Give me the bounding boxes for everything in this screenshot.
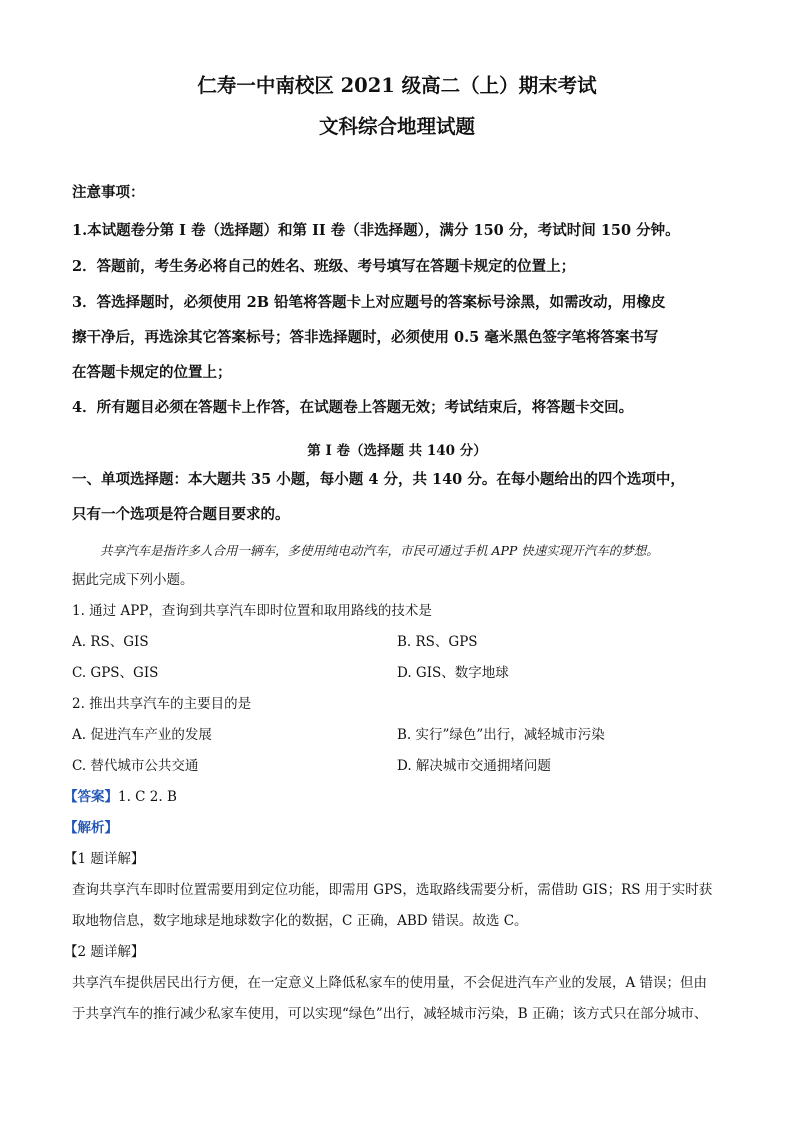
question-2-option-d: D. 解决城市交通拥堵问题 — [397, 758, 551, 774]
passage-prompt: 据此完成下列小题。 — [72, 572, 194, 588]
q1-detail-line-1: 查询共享汽车即时位置需要用到定位功能，即需用 GPS，选取路线需要分析，需借助 GIS；RS 用于实时获 — [72, 882, 713, 898]
exam-subtitle: 文科综合地理试题 — [318, 115, 475, 138]
answer-row — [64, 787, 177, 807]
exam-title: 仁寿一中南校区 2021 级高二（上）期末考试 — [197, 74, 597, 97]
question-1-option-d: D. GIS、数字地球 — [397, 665, 509, 681]
notice-heading: 注意事项： — [72, 184, 145, 201]
notice-item-1: 1.本试题卷分第 I 卷（选择题）和第 II 卷（非选择题），满分 150 分，考试时间 150 分钟。 — [72, 222, 680, 239]
question-2-option-a: A. 促进汽车产业的发展 — [72, 727, 212, 743]
section-instruction-line-1: 一、单项选择题：本大题共 35 小题，每小题 4 分，共 140 分。在每小题给出的四个选项中， — [72, 471, 685, 488]
question-1-option-b: B. RS、GPS — [397, 634, 478, 650]
q1-detail-label: 【1 题详解】 — [64, 851, 145, 867]
notice-item-2: 2．答题前，考生务必将自己的姓名、班级、考号填写在答题卡规定的位置上； — [72, 258, 576, 275]
question-1-stem: 1. 通过 APP，查询到共享汽车即时位置和取用路线的技术是 — [72, 603, 432, 619]
notice-item-3-line-1: 3．答选择题时，必须使用 2B 铅笔将答题卡上对应题号的答案标号涂黑，如需改动，用橡皮 — [72, 294, 666, 311]
notice-item-3-line-3: 在答题卡规定的位置上； — [72, 364, 232, 381]
analysis-label: 【解析】 — [64, 820, 118, 836]
question-2-stem: 2. 推出共享汽车的主要目的是 — [72, 696, 252, 712]
q1-detail-line-2: 取地物信息，数字地球是地球数字化的数据，C 正确，ABD 错误。故选 C。 — [72, 913, 528, 929]
q2-detail-line-2: 于共享汽车的推行减少私家车使用，可以实现“绿色”出行，减轻城市污染，B 正确；该方式只在部分城市、 — [72, 1006, 708, 1022]
section-title: 第 I 卷（选择题 共 140 分） — [307, 443, 487, 459]
question-2-option-c: C. 替代城市公共交通 — [72, 758, 199, 774]
notice-item-3-line-2: 擦干净后，再选涂其它答案标号；答非选择题时，必须使用 0.5 毫米黑色签字笔将答案书写 — [72, 329, 659, 346]
question-1-option-a: A. RS、GIS — [72, 634, 149, 650]
section-instruction-line-2: 只有一个选项是符合题目要求的。 — [72, 506, 290, 523]
question-1-option-c: C. GPS、GIS — [72, 665, 159, 681]
question-2-option-b: B. 实行”绿色”出行，减轻城市污染 — [397, 727, 605, 743]
answer-label: 【答案】 — [64, 789, 118, 805]
notice-item-4: 4．所有题目必须在答题卡上作答，在试题卷上答题无效；考试结束后，将答题卡交回。 — [72, 399, 634, 416]
passage-text: 共享汽车是指许多人合用一辆车，多使用纯电动汽车，市民可通过手机 APP 快速实现开汽车的梦想。 — [100, 543, 659, 558]
answer-value: 1. C 2. B — [118, 789, 177, 805]
q2-detail-line-1: 共享汽车提供居民出行方便，在一定意义上降低私家车的使用量，不会促进汽车产业的发展，A 错误；但由 — [72, 975, 708, 991]
q2-detail-label: 【2 题详解】 — [64, 944, 145, 960]
